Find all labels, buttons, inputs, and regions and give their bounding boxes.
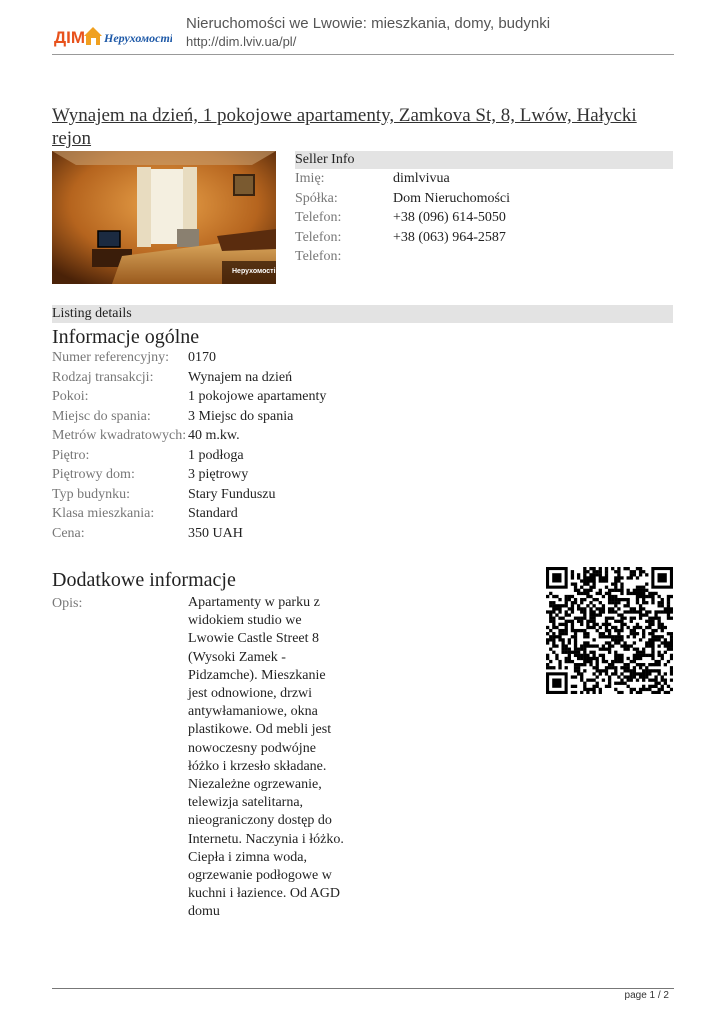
header-divider <box>52 54 674 55</box>
detail-value: Standard <box>188 506 238 521</box>
description-label: Opis: <box>52 596 83 611</box>
detail-row <box>52 446 372 466</box>
general-info-heading: Informacje ogólne <box>52 326 200 348</box>
svg-text:Нерухомості: Нерухомості <box>104 31 172 45</box>
seller-row: Spółka: Dom Nieruchomości <box>295 190 511 206</box>
site-url[interactable]: http://dim.lviv.ua/pl/ <box>186 34 297 49</box>
detail-value: 40 m.kw. <box>188 428 240 443</box>
detail-label: Cena: <box>52 525 85 541</box>
detail-row <box>52 504 372 524</box>
detail-value: 1 pokojowe apartamenty <box>188 389 327 404</box>
listing-photo <box>52 151 276 284</box>
detail-row <box>52 426 372 446</box>
detail-label: Miejsc do spania: <box>52 408 151 424</box>
listing-title[interactable]: Wynajem na dzień, 1 pokojowe apartamenty, Zamkova St, 8, Lwów, Hałycki rejon <box>52 105 637 149</box>
site-logo[interactable] <box>54 24 172 48</box>
detail-row <box>52 407 372 427</box>
svg-text:Нерухомості: Нерухомості <box>232 268 276 275</box>
detail-row <box>52 465 372 485</box>
detail-value: 350 UAH <box>188 525 243 541</box>
detail-label: Piętro: <box>52 447 90 463</box>
page-number: page 1 / 2 <box>624 990 669 1001</box>
site-title: Nieruchomości we Lwowie: mieszkania, domy, budynki <box>186 15 551 32</box>
listing-details-heading: Listing details <box>52 305 673 323</box>
detail-value: Stary Funduszu <box>188 486 276 502</box>
footer-divider <box>52 988 674 989</box>
detail-row <box>52 485 372 505</box>
detail-value: 1 podłoga <box>188 447 244 463</box>
detail-label: Pokoi: <box>52 389 89 404</box>
detail-value: 0170 <box>188 350 216 365</box>
description <box>52 594 362 922</box>
general-info-table <box>52 348 372 543</box>
detail-label: Numer referencyjny: <box>52 350 169 365</box>
description-text: Apartamenty w parku z widokiem studio we Lwowie Castle Street 8 (Wysoki Zamek - Pidzamche). Mieszkanie jest odnowione, drzwi antywłamaniowe, okna plastikowe. Od mebli jest nowoczesny podwójne łóżko i krzesło składane. Niezależne ogrzewanie, telewizja satelitarna, nieograniczony dostęp do Internetu. Naczynia i łóżko. Ciepła i zimna woda, ogrzewanie podłogowe w kuchni i łazience. Od AGD domu <box>188 595 344 920</box>
detail-label: Klasa mieszkania: <box>52 506 155 521</box>
detail-label: Piętrowy dom: <box>52 467 135 482</box>
seller-row: Telefon: +38 (096) 614-5050 <box>295 210 506 225</box>
seller-info-heading: Seller Info <box>295 151 673 169</box>
detail-value: Wynajem na dzień <box>188 369 293 385</box>
detail-row <box>52 387 372 407</box>
detail-label: Metrów kwadratowych: <box>52 428 187 443</box>
seller-row: Telefon: +38 (063) 964-2587 <box>295 229 506 245</box>
detail-row <box>52 368 372 388</box>
detail-value: 3 piętrowy <box>188 467 249 482</box>
seller-row: Imię: dimlvivua <box>295 171 450 186</box>
detail-label: Rodzaj transakcji: <box>52 369 154 385</box>
detail-value: 3 Miejsc do spania <box>188 408 294 424</box>
seller-info <box>295 151 673 267</box>
detail-row <box>52 524 372 544</box>
additional-info-heading: Dodatkowe informacje <box>52 569 236 591</box>
detail-row <box>52 348 372 368</box>
detail-label: Typ budynku: <box>52 486 130 502</box>
svg-text:ДІМ: ДІМ <box>54 28 85 47</box>
qr-code <box>546 567 673 694</box>
seller-row: Telefon: <box>295 249 342 264</box>
